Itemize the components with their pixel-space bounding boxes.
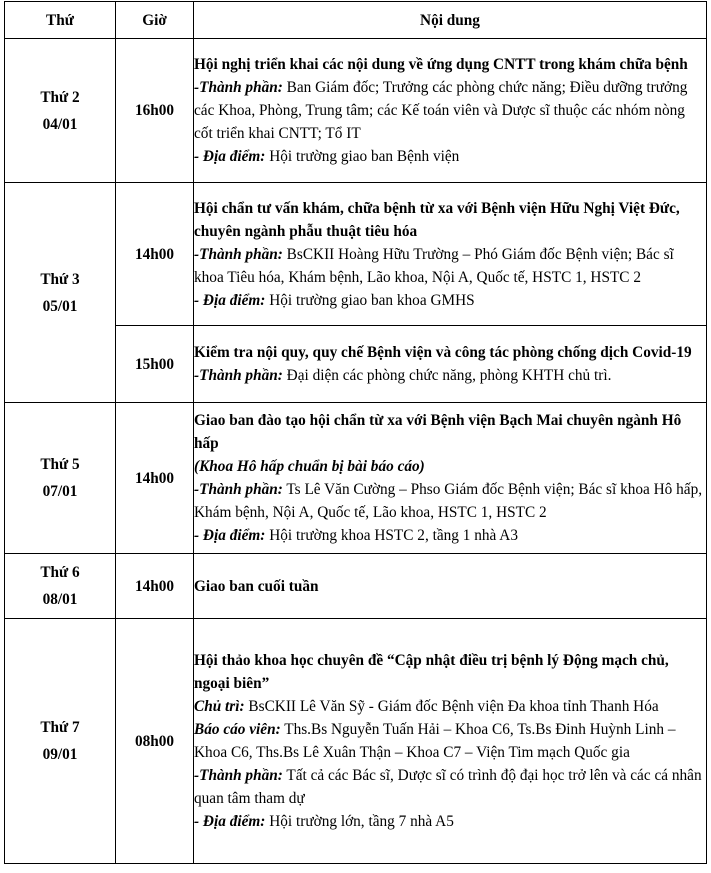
day-cell xyxy=(5,554,116,619)
day-cell xyxy=(5,403,116,554)
table-row xyxy=(5,183,707,326)
event-title: Hội chẩn tư vấn khám, chữa bệnh từ xa với Bệnh viện Hữu Nghị Việt Đức, chuyên ngành phẫu thuật tiêu hóa xyxy=(194,199,680,240)
location-text: Hội trường khoa HSTC 2, tầng 1 nhà A3 xyxy=(265,527,518,544)
day-label: Thứ 5 xyxy=(40,456,80,473)
date-label: 04/01 xyxy=(42,115,78,133)
header-time: Giờ xyxy=(116,2,194,39)
participants-label: -Thành phần: xyxy=(194,767,283,784)
time-cell: 14h00 xyxy=(116,183,194,326)
location-text: Hội trường giao ban khoa GMHS xyxy=(265,291,475,309)
participants-text: Tất cả các Bác sĩ, Dược sĩ có trình độ đại học trở lên và các cá nhân quan tâm tham dự xyxy=(194,767,702,807)
date-label: 09/01 xyxy=(42,746,78,763)
date-label: 08/01 xyxy=(42,591,78,608)
participants-text: BsCKII Hoàng Hữu Trường – Phó Giám đốc Bệnh viện; Bác sĩ khoa Tiêu hóa, Khám bệnh, Lão khoa, Nội A, Quốc tế, HSTC 1, HSTC 2 xyxy=(194,245,674,286)
date-label: 07/01 xyxy=(42,483,78,500)
location-label: - Địa điểm: xyxy=(194,813,266,830)
event-title: Giao ban cuối tuần xyxy=(194,577,319,595)
header-day: Thứ xyxy=(5,2,116,39)
content-cell xyxy=(194,554,707,619)
event-title: Hội thảo khoa học chuyên đề “Cập nhật điều trị bệnh lý Động mạch chủ, ngoại biên” xyxy=(194,652,669,692)
time-cell: 16h00 xyxy=(116,39,194,183)
speakers-text: Ths.Bs Nguyễn Tuấn Hải – Khoa C6, Ts.Bs Đinh Huỳnh Linh – Khoa C6, Ths.Bs Lê Xuân Thận – Khoa C7 – Viện Tim mạch Quốc gia xyxy=(194,721,676,761)
participants-text: Ban Giám đốc; Trưởng các phòng chức năng; Điều dưỡng trưởng các Khoa, Phòng, Trung tâm; các Kế toán viên và Dược sĩ thuộc các nhóm nòng cốt triển khai CNTT; Tổ IT xyxy=(194,79,688,142)
time-cell: 08h00 xyxy=(116,619,194,864)
day-cell xyxy=(5,183,116,403)
day-cell xyxy=(5,39,116,183)
day-label: Thứ 3 xyxy=(40,270,80,288)
time-cell: 14h00 xyxy=(116,554,194,619)
chair-text: BsCKII Lê Văn Sỹ - Giám đốc Bệnh viện Đa khoa tỉnh Thanh Hóa xyxy=(244,698,659,715)
date-label: 05/01 xyxy=(42,297,78,315)
schedule-table xyxy=(4,1,707,864)
day-cell xyxy=(5,619,116,864)
speakers-label: Báo cáo viên: xyxy=(194,721,281,738)
participants-label: -Thành phần: xyxy=(194,245,283,263)
table-row xyxy=(5,619,707,864)
participants-label: -Thành phần: xyxy=(194,79,283,96)
table-row xyxy=(5,554,707,619)
location-label: - Địa điểm: xyxy=(194,148,266,165)
participants-label: -Thành phần: xyxy=(194,481,283,498)
location-text: Hội trường giao ban Bệnh viện xyxy=(265,148,460,165)
chair-label: Chủ trì: xyxy=(194,698,245,715)
day-label: Thứ 7 xyxy=(40,719,80,736)
event-title: Giao ban đào tạo hội chẩn từ xa với Bệnh viện Bạch Mai chuyên ngành Hô hấp xyxy=(194,412,682,452)
table-row xyxy=(5,39,707,183)
participants-text: Đại diện các phòng chức năng, phòng KHTH chủ trì. xyxy=(282,367,612,384)
location-text: Hội trường lớn, tầng 7 nhà A5 xyxy=(265,813,454,830)
header-content: Nội dung xyxy=(194,2,707,39)
time-cell: 15h00 xyxy=(116,326,194,403)
location-label: - Địa điểm: xyxy=(194,291,266,309)
participants-text: Ts Lê Văn Cường – Phso Giám đốc Bệnh viện; Bác sĩ khoa Hô hấp, Khám bệnh, Nội A, Quốc tế, Lão khoa, HSTC 1, HSTC 2 xyxy=(194,481,703,521)
day-label: Thứ 2 xyxy=(40,88,80,106)
content-cell xyxy=(194,619,707,864)
event-title: Kiểm tra nội quy, quy chế Bệnh viện và công tác phòng chống dịch Covid-19 xyxy=(194,344,692,361)
header-row xyxy=(5,2,707,39)
participants-label: -Thành phần: xyxy=(194,367,283,384)
location-label: - Địa điểm: xyxy=(194,527,266,544)
content-cell xyxy=(194,403,707,554)
event-note: (Khoa Hô hấp chuẩn bị bài báo cáo) xyxy=(194,458,425,475)
day-label: Thứ 6 xyxy=(40,564,80,581)
content-cell xyxy=(194,326,707,403)
table-row xyxy=(5,403,707,554)
event-title: Hội nghị triển khai các nội dung về ứng dụng CNTT trong khám chữa bệnh xyxy=(194,56,688,73)
content-cell xyxy=(194,183,707,326)
content-cell xyxy=(194,39,707,183)
time-cell: 14h00 xyxy=(116,403,194,554)
